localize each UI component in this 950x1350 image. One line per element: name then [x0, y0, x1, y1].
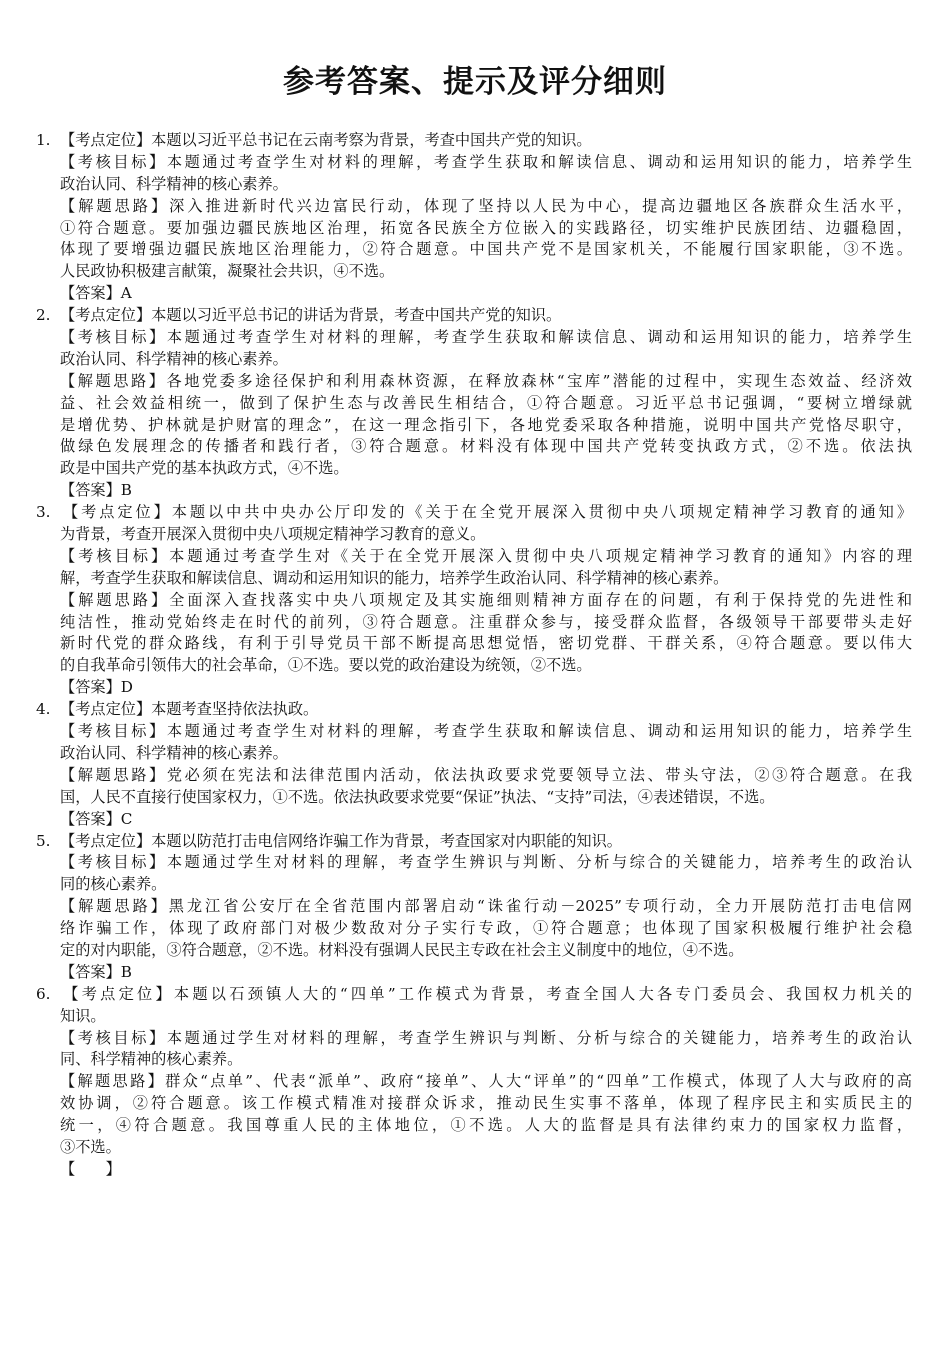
line-text: 政治认同、科学精神的核心素养。 [60, 174, 288, 193]
line-text: 【解题思路】全面深入查找落实中央八项规定及其实施细则精神方面存在的问题，有利于保持党的先进性和 [60, 590, 912, 609]
line-text: 政是中国共产党的基本执政方式，④不选。 [60, 459, 349, 478]
text-line [36, 721, 912, 743]
text-line [36, 655, 912, 677]
text-line [36, 852, 912, 874]
text-line [36, 1137, 912, 1159]
line-text: 【考点定位】本题考查坚持依法执政。 [60, 700, 319, 719]
line-text: 【考点定位】本题以中共中央办公厅印发的《关于在全党开展深入贯彻中央八项规定精神学习教育的通知》 [60, 503, 912, 522]
line-text: 【考核目标】本题通过考查学生对材料的理解，考查学生获取和解读信息、调动和运用知识的能力，培养学生 [60, 722, 912, 741]
line-text: 【考点定位】本题以习近平总书记在云南考察为背景，考查中国共产党的知识。 [60, 131, 592, 149]
text-line [36, 874, 912, 896]
text-line [36, 174, 912, 196]
text-line [36, 546, 912, 568]
text-line [36, 480, 912, 502]
text-line [36, 1049, 912, 1071]
line-text: 【答案】A [60, 284, 132, 303]
text-line [36, 152, 912, 174]
text-line [36, 612, 912, 634]
line-text: 【考核目标】本题通过考查学生对材料的理解，考查学生获取和解读信息、调动和运用知识的能力，培养学生 [60, 152, 912, 171]
answer-content [36, 130, 912, 1181]
line-text: 同的核心素养。 [60, 875, 167, 894]
text-line [36, 787, 912, 809]
text-line [36, 349, 912, 371]
line-text: 人民政协积极建言献策，凝聚社会共识，④不选。 [60, 262, 395, 281]
line-text: 解，考查学生获取和解读信息、调动和运用知识的能力，培养学生政治认同、科学精神的核心素养。 [60, 568, 729, 587]
text-line [36, 809, 912, 831]
question-first-line [36, 984, 912, 1006]
line-text: 【考核目标】本题通过学生对材料的理解，考查学生辨识与判断、分析与综合的关键能力，培养考生的政治认 [60, 1028, 912, 1047]
question-first-line [36, 130, 912, 152]
line-text: 知识。 [60, 1006, 106, 1025]
text-line [36, 590, 912, 612]
line-text: 益、社会效益相统一，做到了保护生态与改善民生相结合，①符合题意。习近平总书记强调，“要树立增绿就 [60, 393, 912, 412]
text-line [36, 239, 912, 261]
question-number: 4. [36, 700, 51, 719]
line-text: 【答案】C [60, 809, 133, 828]
line-text: 【解题思路】深入推进新时代兴边富民行动，体现了坚持以人民为中心，提高边疆地区各族群众生活水平， [60, 196, 912, 215]
text-line [36, 940, 912, 962]
text-line [36, 283, 912, 305]
line-text: 体现了要增强边疆民族地区治理能力，②符合题意。中国共产党不是国家机关，不能履行国家职能，③不选。 [60, 240, 912, 259]
text-line [36, 1071, 912, 1093]
line-text: 【解题思路】黑龙江省公安厅在全省范围内部署启动“诛雀行动－2025”专项行动，全力开展防范打击电信网 [60, 897, 912, 916]
line-text: 【答案】B [60, 962, 132, 981]
line-text: 纯洁性，推动党始终走在时代的前列，③符合题意。注重群众参与，接受群众监督，各级领导干部要带头走好 [60, 612, 912, 631]
text-line [36, 261, 912, 283]
line-text: 【考点定位】本题以石颈镇人大的“四单”工作模式为背景，考查全国人大各专门委员会、我国权力机关的 [60, 984, 912, 1003]
line-text: 国，人民不直接行使国家权力，①不选。依法执政要求党要“保证”执法、“支持”司法，④表述错误，不选。 [60, 787, 775, 806]
line-text: 新时代党的群众路线，有利于引导党员干部不断提高思想觉悟，密切党群、干群关系，④符合题意。要以伟大 [60, 634, 912, 653]
text-line [36, 393, 912, 415]
line-text: 络诈骗工作，体现了政府部门对极少数敌对分子实行专政，①符合题意；也体现了国家积极履行维护社会稳 [60, 919, 912, 938]
text-line [36, 677, 912, 699]
line-text: 同、科学精神的核心素养。 [60, 1050, 243, 1069]
question-number: 1. [36, 131, 51, 149]
text-line [36, 415, 912, 437]
line-text: 做绿色发展理念的传播者和践行者，③符合题意。材料没有体现中国共产党转变执政方式，②不选。依法执 [60, 437, 912, 456]
question-number: 6. [36, 984, 51, 1003]
line-text: 【考核目标】本题通过学生对材料的理解，考查学生辨识与判断、分析与综合的关键能力，培养考生的政治认 [60, 853, 912, 872]
question-number: 3. [36, 503, 51, 522]
question-first-line [36, 305, 912, 327]
text-line [36, 524, 912, 546]
question-first-line [36, 699, 912, 721]
question-first-line [36, 502, 912, 524]
text-line [36, 1093, 912, 1115]
line-text: 统一，④符合题意。我国尊重人民的主体地位，①不选。人大的监督是具有法律约束力的国家权力监督， [60, 1116, 912, 1135]
text-line [36, 371, 912, 393]
text-line [36, 568, 912, 590]
line-text: 是增优势、护林就是护财富的理念”，在这一理念指引下，各地党委采取各种措施，说明中国共产党恪尽职守， [60, 415, 912, 434]
line-text: 【解题思路】党必须在宪法和法律范围内活动，依法执政要求党要领导立法、带头守法，②③符合题意。在我 [60, 765, 912, 784]
text-line [36, 633, 912, 655]
line-text: 为背景，考查开展深入贯彻中央八项规定精神学习教育的意义。 [60, 525, 486, 544]
text-line [36, 918, 912, 940]
text-line [36, 327, 912, 349]
line-text: 【考点定位】本题以习近平总书记的讲话为背景，考查中国共产党的知识。 [60, 306, 562, 325]
line-text: 【解题思路】各地党委多途径保护和利用森林资源，在释放森林“宝库”潜能的过程中，实现生态效益、经济效 [60, 371, 912, 390]
text-line [36, 436, 912, 458]
text-line [36, 458, 912, 480]
line-text: 政治认同、科学精神的核心素养。 [60, 743, 288, 762]
line-text: 【答案】B [60, 481, 132, 500]
text-line [36, 743, 912, 765]
text-line [36, 1006, 912, 1028]
line-text: 【考核目标】本题通过考查学生对《关于在全党开展深入贯彻中央八项规定精神学习教育的通知》内容的理 [60, 546, 912, 565]
line-text: 效协调，②符合题意。该工作模式精准对接群众诉求，推动民生实事不落单，体现了程序民主和实质民主的 [60, 1094, 912, 1113]
text-line [36, 196, 912, 218]
line-text: 【考点定位】本题以防范打击电信网络诈骗工作为背景，考查国家对内职能的知识。 [60, 831, 622, 850]
line-text: 【解题思路】群众“点单”、代表“派单”、政府“接单”、人大“评单”的“四单”工作模式，体现了人大与政府的高 [60, 1072, 912, 1091]
text-line [36, 218, 912, 240]
text-line [36, 962, 912, 984]
question-first-line [36, 831, 912, 853]
line-text: ①符合题意。要加强边疆民族地区治理，拓宽各民族全方位嵌入的实践路径，切实维护民族团结、边疆稳固， [60, 218, 912, 237]
line-text: 定的对内职能，③符合题意，②不选。材料没有强调人民民主专政在社会主义制度中的地位，④不选。 [60, 940, 744, 959]
text-line [36, 1028, 912, 1050]
text-line [36, 1159, 912, 1181]
question-number: 2. [36, 306, 51, 325]
line-text: 【 】 [60, 1159, 121, 1178]
line-text: 【考核目标】本题通过考查学生对材料的理解，考查学生获取和解读信息、调动和运用知识的能力，培养学生 [60, 328, 912, 347]
line-text: ③不选。 [60, 1137, 121, 1156]
question-number: 5. [36, 831, 51, 850]
text-line [36, 896, 912, 918]
page-title: 参考答案、提示及评分细则 [283, 64, 667, 100]
text-line [36, 1115, 912, 1137]
text-line [36, 765, 912, 787]
line-text: 的自我革命引领伟大的社会革命，①不选。要以党的政治建设为统领，②不选。 [60, 656, 592, 675]
line-text: 政治认同、科学精神的核心素养。 [60, 349, 288, 368]
line-text: 【答案】D [60, 678, 133, 697]
